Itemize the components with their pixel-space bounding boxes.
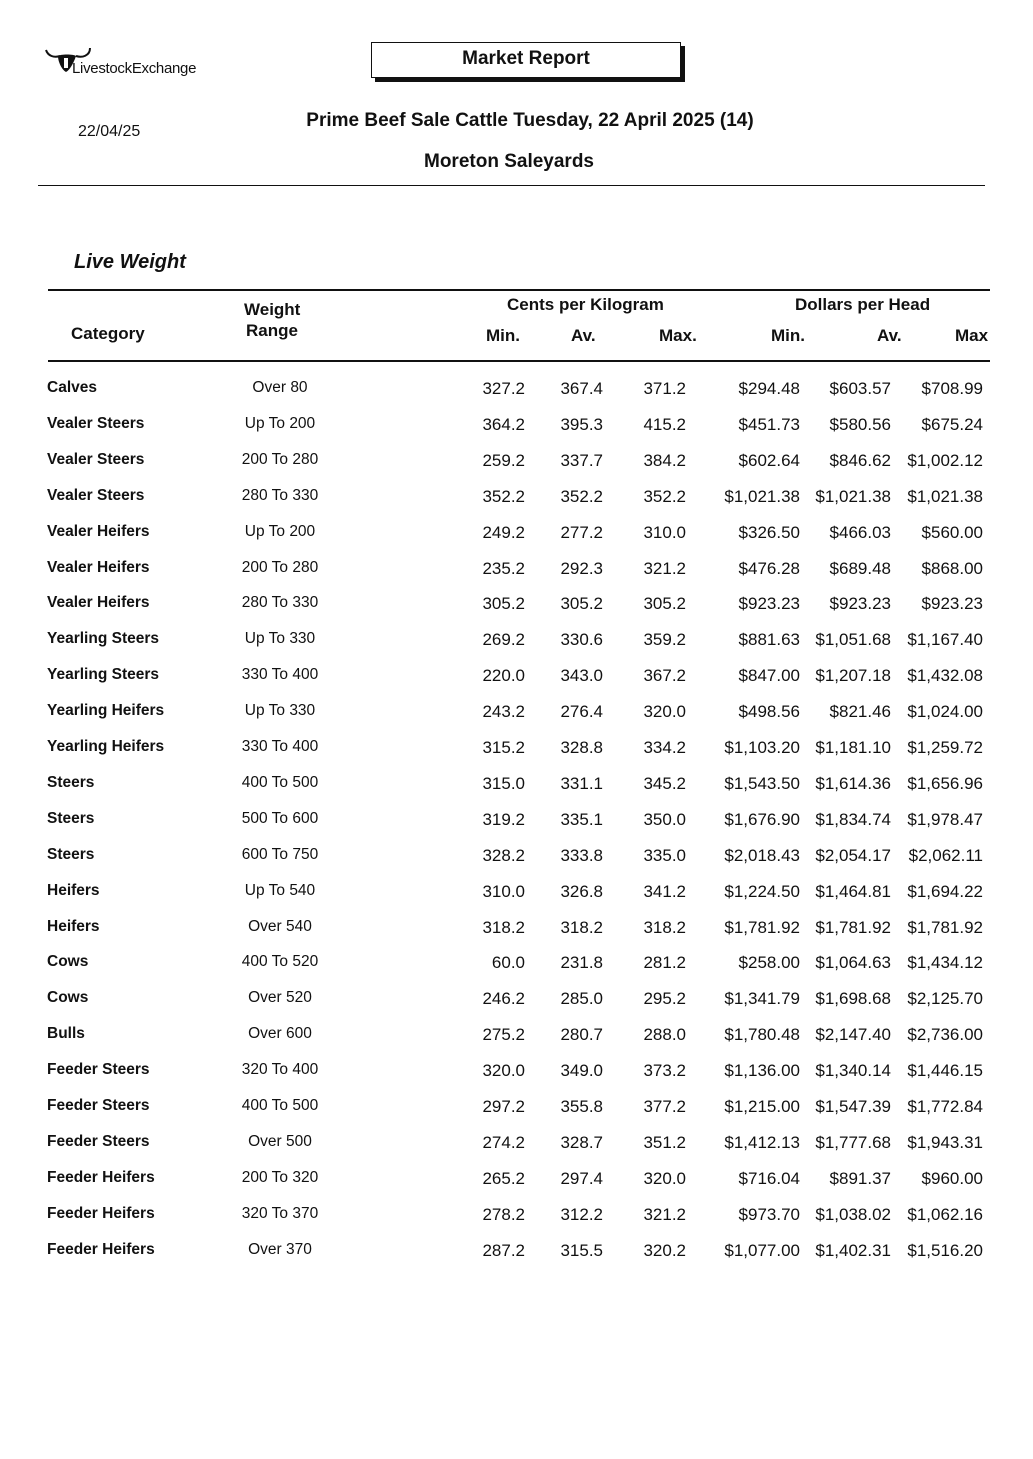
cell-d-min: $326.50 xyxy=(738,522,800,542)
cell-d-min: $1,412.13 xyxy=(724,1132,800,1152)
cell-c-av: 331.1 xyxy=(560,773,603,793)
cell-category: Vealer Steers xyxy=(47,414,145,432)
col-header-dollars-min: Min. xyxy=(771,326,805,345)
logo-text-bold: Livestock xyxy=(72,60,132,77)
cell-category: Heifers xyxy=(47,917,100,935)
cell-c-max: 320.0 xyxy=(643,1168,686,1188)
cell-c-min: 287.2 xyxy=(482,1240,525,1260)
cell-d-av: $2,147.40 xyxy=(815,1025,891,1045)
cell-c-av: 231.8 xyxy=(560,953,603,973)
cell-d-max: $1,694.22 xyxy=(907,881,983,901)
cell-c-min: 278.2 xyxy=(482,1204,525,1224)
table-row xyxy=(0,559,1033,583)
cell-d-max: $708.99 xyxy=(921,379,983,398)
col-header-cents-min: Min. xyxy=(486,326,520,345)
cell-range: Over 520 xyxy=(248,989,312,1007)
cell-d-max: $1,781.92 xyxy=(907,917,983,937)
cell-d-av: $1,547.39 xyxy=(815,1097,891,1116)
table-row xyxy=(0,810,1033,834)
cell-category: Vealer Heifers xyxy=(47,594,150,612)
cell-c-max: 334.2 xyxy=(643,738,686,757)
cell-c-av: 333.8 xyxy=(560,845,603,865)
table-row xyxy=(0,379,1033,403)
cell-d-min: $2,018.43 xyxy=(724,845,800,865)
cell-range: Up To 540 xyxy=(244,881,316,899)
livestock-exchange-logo xyxy=(44,44,244,84)
cell-d-min: $1,341.79 xyxy=(724,989,800,1009)
cell-range: Up To 330 xyxy=(244,630,316,648)
cell-range: Up To 200 xyxy=(244,414,316,432)
cell-range: 200 To 280 xyxy=(241,558,319,576)
cell-category: Yearling Heifers xyxy=(47,738,165,755)
table-row xyxy=(0,1061,1033,1085)
cell-d-min: $451.73 xyxy=(738,414,800,434)
cell-c-av: 305.2 xyxy=(560,594,603,614)
cell-c-av: 285.0 xyxy=(560,989,603,1009)
cell-category: Feeder Steers xyxy=(47,1061,150,1079)
cell-c-max: 335.0 xyxy=(643,845,686,865)
cell-category: Cows xyxy=(47,953,89,971)
cell-d-av: $1,051.68 xyxy=(815,630,891,650)
cell-category: Yearling Heifers xyxy=(47,702,165,720)
cell-category: Yearling Steers xyxy=(47,666,160,684)
cell-c-max: 310.0 xyxy=(643,522,686,542)
cell-range: 280 To 330 xyxy=(241,486,319,504)
col-header-cents-av: Av. xyxy=(571,326,596,345)
cell-d-min: $1,224.50 xyxy=(724,881,800,901)
cell-c-av: 318.2 xyxy=(560,917,603,937)
cell-c-max: 351.2 xyxy=(643,1132,686,1152)
cell-c-max: 318.2 xyxy=(643,917,686,937)
cell-c-min: 327.2 xyxy=(482,379,525,398)
cell-c-av: 395.3 xyxy=(560,414,603,434)
table-row xyxy=(0,630,1033,654)
cell-d-max: $1,024.00 xyxy=(907,702,983,722)
cell-range: Over 500 xyxy=(248,1132,312,1150)
cell-d-max: $2,736.00 xyxy=(907,1025,983,1045)
cell-c-min: 297.2 xyxy=(482,1097,525,1116)
table-row xyxy=(0,594,1033,618)
col-header-dollars-av: Av. xyxy=(877,326,902,345)
cell-d-av: $1,464.81 xyxy=(815,881,891,901)
cell-d-min: $1,780.48 xyxy=(724,1025,800,1045)
cell-c-max: 373.2 xyxy=(643,1061,686,1081)
report-date: 22/04/25 xyxy=(78,123,141,140)
cell-range: 400 To 500 xyxy=(241,773,319,791)
col-header-weight: Weight xyxy=(244,300,301,319)
cell-d-max: $1,062.16 xyxy=(907,1204,983,1224)
cell-d-max: $1,978.47 xyxy=(907,809,983,829)
sale-title: Prime Beef Sale Cattle Tuesday, 22 April 2025 (14) xyxy=(306,110,754,131)
report-title-box xyxy=(371,42,681,78)
cell-c-av: 328.8 xyxy=(560,738,603,757)
cell-d-max: $675.24 xyxy=(921,414,983,434)
cell-category: Feeder Steers xyxy=(47,1097,150,1114)
cell-c-av: 335.1 xyxy=(560,809,603,829)
cell-d-max: $1,943.31 xyxy=(907,1132,983,1152)
cell-c-av: 367.4 xyxy=(560,379,603,398)
table-row xyxy=(0,1205,1033,1229)
cell-c-av: 292.3 xyxy=(560,558,603,578)
cell-range: 500 To 600 xyxy=(241,809,319,827)
cell-c-min: 243.2 xyxy=(482,702,525,722)
cell-c-av: 312.2 xyxy=(560,1204,603,1224)
cell-c-min: 269.2 xyxy=(482,630,525,650)
cell-d-max: $2,125.70 xyxy=(907,989,983,1009)
cell-c-max: 281.2 xyxy=(643,953,686,973)
cell-d-min: $1,077.00 xyxy=(724,1240,800,1260)
table-row xyxy=(0,738,1033,762)
cell-d-min: $1,781.92 xyxy=(724,917,800,937)
cell-d-min: $881.63 xyxy=(738,630,800,650)
cell-range: Over 540 xyxy=(248,917,312,935)
sale-location: Moreton Saleyards xyxy=(424,151,594,172)
cell-range: 400 To 500 xyxy=(241,1097,319,1114)
cell-range: 330 To 400 xyxy=(241,738,319,755)
cell-c-max: 295.2 xyxy=(643,989,686,1009)
cell-d-min: $1,021.38 xyxy=(724,486,800,506)
table-row xyxy=(0,451,1033,475)
cell-d-max: $1,434.12 xyxy=(907,953,983,973)
cell-d-min: $476.28 xyxy=(738,558,800,578)
cell-category: Bulls xyxy=(47,1025,85,1043)
cell-d-max: $1,516.20 xyxy=(907,1240,983,1260)
table-row xyxy=(0,487,1033,511)
cell-d-max: $1,167.40 xyxy=(907,630,983,650)
cell-d-av: $2,054.17 xyxy=(815,845,891,865)
cell-c-max: 371.2 xyxy=(643,379,686,398)
table-row xyxy=(0,666,1033,690)
col-group-cents: Cents per Kilogram xyxy=(507,295,664,314)
table-row xyxy=(0,846,1033,870)
cell-range: 200 To 320 xyxy=(241,1168,319,1186)
cell-d-max: $868.00 xyxy=(921,558,983,578)
cell-c-av: 352.2 xyxy=(560,486,603,506)
cell-d-av: $1,402.31 xyxy=(815,1240,891,1260)
cell-c-min: 315.0 xyxy=(482,773,525,793)
cell-c-min: 246.2 xyxy=(482,989,525,1009)
cell-d-max: $560.00 xyxy=(921,522,983,542)
table-top-rule xyxy=(48,289,990,291)
table-row xyxy=(0,882,1033,906)
cell-d-max: $923.23 xyxy=(921,594,983,614)
cell-category: Vealer Heifers xyxy=(47,522,150,540)
table-row xyxy=(0,1241,1033,1265)
cell-d-av: $923.23 xyxy=(829,594,891,614)
cell-d-av: $689.48 xyxy=(829,558,891,578)
cell-c-max: 352.2 xyxy=(643,486,686,506)
cell-category: Feeder Heifers xyxy=(47,1168,155,1186)
cell-range: Over 370 xyxy=(248,1240,312,1258)
cell-d-av: $846.62 xyxy=(829,450,891,470)
cell-d-max: $1,259.72 xyxy=(907,738,983,757)
col-header-dollars-max: Max xyxy=(955,326,989,345)
logo-text-rest: Exchange xyxy=(131,60,197,77)
cell-c-min: 60.0 xyxy=(491,953,525,973)
cell-d-av: $1,181.10 xyxy=(815,738,891,757)
cell-c-av: 277.2 xyxy=(560,522,603,542)
cell-category: Feeder Heifers xyxy=(47,1204,155,1222)
cell-c-av: 355.8 xyxy=(560,1097,603,1116)
cell-c-min: 319.2 xyxy=(482,809,525,829)
cell-d-min: $602.64 xyxy=(738,450,800,470)
cell-c-av: 315.5 xyxy=(560,1240,603,1260)
cell-c-min: 274.2 xyxy=(482,1132,525,1152)
cell-d-min: $1,103.20 xyxy=(724,738,800,757)
cell-category: Vealer Heifers xyxy=(47,558,150,576)
cell-c-av: 280.7 xyxy=(560,1025,603,1045)
cell-c-min: 220.0 xyxy=(482,666,525,686)
cell-category: Calves xyxy=(47,379,97,396)
cell-range: 200 To 280 xyxy=(241,450,319,468)
cell-range: 280 To 330 xyxy=(241,594,319,612)
cell-c-min: 249.2 xyxy=(482,522,525,542)
cell-d-min: $847.00 xyxy=(738,666,800,686)
cell-c-min: 275.2 xyxy=(482,1025,525,1045)
cell-c-max: 321.2 xyxy=(643,1204,686,1224)
cell-d-max: $960.00 xyxy=(921,1168,983,1188)
table-row xyxy=(0,1097,1033,1121)
cell-range: 400 To 520 xyxy=(241,953,319,971)
col-header-cents-max: Max. xyxy=(659,326,697,345)
cell-category: Steers xyxy=(47,845,95,863)
cell-d-min: $1,215.00 xyxy=(724,1097,800,1116)
table-row xyxy=(0,1133,1033,1157)
cell-c-max: 305.2 xyxy=(643,594,686,614)
table-row xyxy=(0,953,1033,977)
table-header-rule xyxy=(48,360,990,362)
cell-d-av: $580.56 xyxy=(829,414,891,434)
cell-d-min: $1,543.50 xyxy=(724,773,800,793)
cell-c-max: 359.2 xyxy=(643,630,686,650)
cell-category: Yearling Steers xyxy=(47,630,160,648)
cell-category: Steers xyxy=(47,773,95,791)
cell-d-max: $1,002.12 xyxy=(907,450,983,470)
table-row xyxy=(0,774,1033,798)
cell-range: Up To 330 xyxy=(244,702,316,720)
cell-c-min: 310.0 xyxy=(482,881,525,901)
cell-d-min: $716.04 xyxy=(738,1168,800,1188)
cell-c-av: 328.7 xyxy=(560,1132,603,1152)
cell-c-min: 259.2 xyxy=(482,450,525,470)
cell-category: Vealer Steers xyxy=(47,486,145,504)
cell-c-min: 320.0 xyxy=(482,1061,525,1081)
cell-category: Feeder Heifers xyxy=(47,1240,155,1258)
cell-c-av: 343.0 xyxy=(560,666,603,686)
cell-d-av: $1,064.63 xyxy=(815,953,891,973)
cell-c-av: 349.0 xyxy=(560,1061,603,1081)
cell-c-max: 415.2 xyxy=(643,414,686,434)
cell-d-av: $891.37 xyxy=(829,1168,891,1188)
cell-d-max: $2,062.11 xyxy=(908,845,983,865)
cell-d-min: $1,136.00 xyxy=(724,1061,800,1081)
cell-d-min: $973.70 xyxy=(738,1204,800,1224)
cell-c-min: 315.2 xyxy=(482,738,525,757)
cell-category: Cows xyxy=(47,989,89,1007)
cell-c-max: 288.0 xyxy=(643,1025,686,1045)
cell-category: Feeder Steers xyxy=(47,1132,150,1150)
cell-c-max: 341.2 xyxy=(643,881,686,901)
cell-c-max: 345.2 xyxy=(643,773,686,793)
cell-range: Over 80 xyxy=(252,379,308,396)
col-group-dollars: Dollars per Head xyxy=(795,295,931,314)
table-row xyxy=(0,702,1033,726)
cell-range: 330 To 400 xyxy=(241,666,319,684)
cell-d-max: $1,446.15 xyxy=(907,1061,983,1081)
cell-d-av: $1,614.36 xyxy=(815,773,891,793)
cell-d-av: $1,207.18 xyxy=(815,666,891,686)
report-title: Market Report xyxy=(462,48,590,69)
cell-d-av: $1,340.14 xyxy=(815,1061,891,1081)
table-row xyxy=(0,523,1033,547)
cell-c-max: 350.0 xyxy=(643,809,686,829)
cell-c-min: 352.2 xyxy=(482,486,525,506)
cell-d-min: $258.00 xyxy=(738,953,800,973)
cell-c-av: 330.6 xyxy=(560,630,603,650)
cell-d-min: $923.23 xyxy=(738,594,800,614)
cell-d-av: $821.46 xyxy=(829,702,891,722)
cell-d-max: $1,432.08 xyxy=(907,666,983,686)
cell-d-max: $1,656.96 xyxy=(907,773,983,793)
col-header-category: Category xyxy=(71,324,145,343)
cell-c-min: 318.2 xyxy=(482,917,525,937)
cell-c-av: 326.8 xyxy=(560,881,603,901)
cell-c-max: 377.2 xyxy=(643,1097,686,1116)
cell-c-max: 367.2 xyxy=(643,666,686,686)
cell-c-min: 265.2 xyxy=(482,1168,525,1188)
section-title: Live Weight xyxy=(74,251,186,273)
table-row xyxy=(0,989,1033,1013)
cell-d-min: $294.48 xyxy=(738,379,800,398)
cell-range: 320 To 370 xyxy=(241,1204,319,1222)
cell-c-max: 320.2 xyxy=(643,1240,686,1260)
cell-category: Vealer Steers xyxy=(47,450,145,468)
cell-range: Over 600 xyxy=(248,1025,312,1043)
cell-d-min: $1,676.90 xyxy=(724,809,800,829)
cell-d-max: $1,772.84 xyxy=(907,1097,983,1116)
cell-d-av: $466.03 xyxy=(829,522,891,542)
cell-range: 320 To 400 xyxy=(241,1061,319,1079)
cell-category: Steers xyxy=(47,809,95,827)
cell-c-max: 321.2 xyxy=(643,558,686,578)
cell-d-av: $1,834.74 xyxy=(815,809,891,829)
header-divider xyxy=(38,185,985,186)
cell-d-av: $1,038.02 xyxy=(815,1204,891,1224)
table-row xyxy=(0,1169,1033,1193)
cell-c-min: 364.2 xyxy=(482,414,525,434)
cell-d-av: $1,781.92 xyxy=(815,917,891,937)
col-header-range: Range xyxy=(246,321,298,340)
cell-range: 600 To 750 xyxy=(241,845,319,863)
cell-range: Up To 200 xyxy=(244,522,316,540)
cell-c-max: 384.2 xyxy=(643,450,686,470)
cell-c-max: 320.0 xyxy=(643,702,686,722)
cell-d-av: $1,698.68 xyxy=(815,989,891,1009)
cell-category: Heifers xyxy=(47,881,100,899)
table-row xyxy=(0,1025,1033,1049)
table-row xyxy=(0,415,1033,439)
cell-c-av: 276.4 xyxy=(560,702,603,722)
cell-c-min: 235.2 xyxy=(482,558,525,578)
cell-d-av: $1,021.38 xyxy=(815,486,891,506)
cell-c-av: 297.4 xyxy=(560,1168,603,1188)
cell-c-av: 337.7 xyxy=(560,450,603,470)
cell-d-min: $498.56 xyxy=(738,702,800,722)
cell-d-av: $1,777.68 xyxy=(815,1132,891,1152)
table-row xyxy=(0,918,1033,942)
cell-c-min: 305.2 xyxy=(482,594,525,614)
cell-d-max: $1,021.38 xyxy=(907,486,983,506)
cell-d-av: $603.57 xyxy=(829,379,891,398)
cell-c-min: 328.2 xyxy=(482,845,525,865)
